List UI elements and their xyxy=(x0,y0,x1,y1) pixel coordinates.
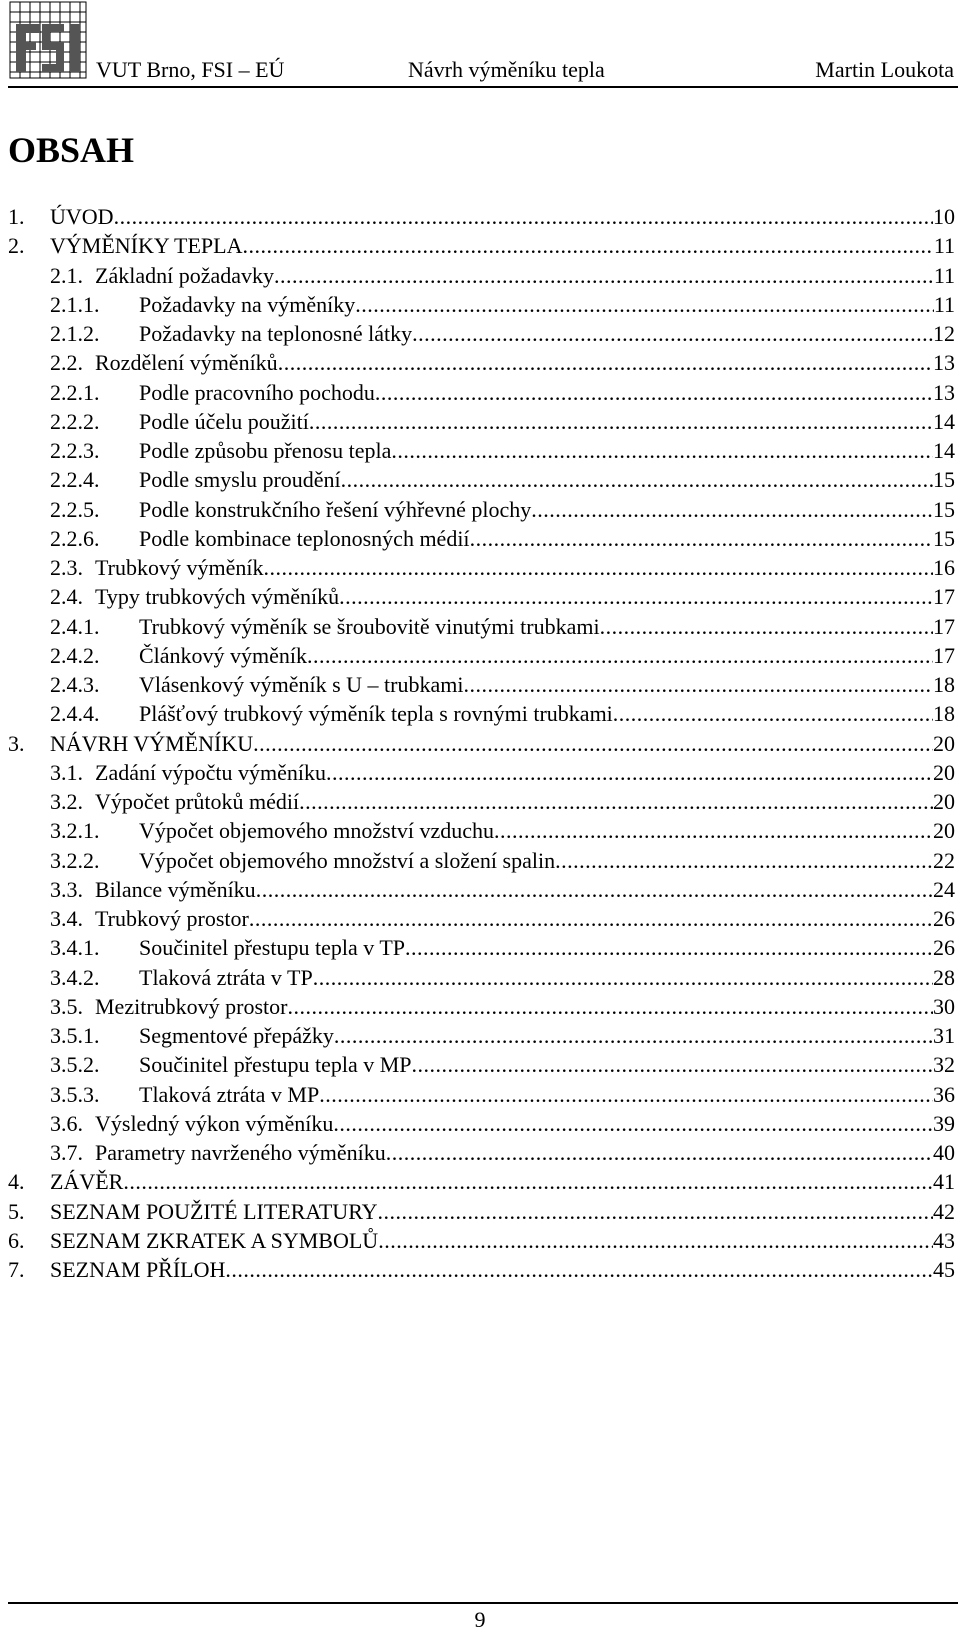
toc-entry-title: Rozdělení výměníků xyxy=(95,350,278,376)
toc-entry-title: Součinitel přestupu tepla v TP xyxy=(139,935,406,961)
toc-dot-leader xyxy=(334,1021,933,1050)
toc-entry[interactable] xyxy=(8,1255,955,1284)
toc-entry-page: 36 xyxy=(933,1081,955,1107)
toc-entry-number: 2.4.3. xyxy=(50,672,100,697)
toc-entry[interactable] xyxy=(8,1050,955,1079)
toc-entry[interactable] xyxy=(8,729,955,758)
toc-entry[interactable] xyxy=(8,875,955,904)
toc-entry-number: 2.4.2. xyxy=(50,642,100,668)
toc-entry[interactable] xyxy=(8,933,955,962)
toc-entry-page: 28 xyxy=(933,964,955,990)
footer-divider xyxy=(8,1602,958,1604)
toc-entry-number: 2.1. xyxy=(50,262,83,288)
toc-dot-leader xyxy=(378,1226,933,1255)
toc-dot-leader xyxy=(123,1167,933,1196)
toc-entry-number: 3.3. xyxy=(50,876,83,902)
toc-entry[interactable] xyxy=(8,699,955,728)
toc-entry[interactable] xyxy=(8,436,955,465)
toc-entry-page: 17 xyxy=(933,584,955,610)
toc-entry-title: Mezitrubkový prostor xyxy=(95,993,288,1019)
toc-entry-number: 3.2.2. xyxy=(50,847,100,873)
toc-entry[interactable] xyxy=(8,904,955,933)
toc-entry[interactable] xyxy=(8,290,955,319)
toc-entry-title: Podle smyslu proudění xyxy=(139,467,341,493)
toc-entry-page: 18 xyxy=(933,672,955,697)
toc-dot-leader xyxy=(307,641,933,670)
page-number: 9 xyxy=(474,1607,486,1632)
toc-entry[interactable] xyxy=(8,1021,955,1050)
toc-entry[interactable] xyxy=(8,612,955,641)
toc-entry-title: ZÁVĚR xyxy=(50,1169,124,1195)
toc-entry-number: 3.1. xyxy=(50,759,83,785)
toc-entry-number: 2.2.5. xyxy=(50,496,100,522)
toc-entry-number: 3.5. xyxy=(50,993,83,1019)
toc-entry[interactable] xyxy=(8,582,955,611)
toc-entry-number: 3.7. xyxy=(50,1140,83,1165)
toc-entry-title: Součinitel přestupu tepla v MP xyxy=(139,1052,412,1078)
toc-entry-page: 41 xyxy=(933,1169,955,1195)
toc-entry[interactable] xyxy=(8,816,955,845)
toc-entry-title: SEZNAM POUŽITÉ LITERATURY xyxy=(50,1198,378,1224)
toc-entry-number: 5. xyxy=(8,1198,25,1224)
toc-entry-number: 2.2.2. xyxy=(50,408,100,434)
toc-entry-number: 3. xyxy=(8,730,25,756)
toc-entry-page: 16 xyxy=(933,555,955,580)
toc-entry-number: 3.2. xyxy=(50,789,83,814)
toc-entry-title: Výpočet objemového množství a složení spalin xyxy=(139,847,556,873)
toc-entry-title: Bilance výměníku xyxy=(95,876,256,902)
toc-entry-title: Požadavky na teplonosné látky xyxy=(139,321,413,346)
toc-dot-leader xyxy=(405,933,933,962)
toc-entry-page: 12 xyxy=(933,321,955,346)
toc-entry-number: 2.3. xyxy=(50,555,83,580)
toc-entry-page: 30 xyxy=(933,993,955,1019)
toc-entry-title: Podle účelu použití xyxy=(139,408,309,434)
toc-entry-title: Parametry navrženého výměníku xyxy=(95,1140,386,1165)
toc-entry-page: 15 xyxy=(933,525,955,551)
toc-entry-number: 2.4.4. xyxy=(50,701,100,727)
page-title: OBSAH xyxy=(8,130,135,170)
toc-entry-page: 26 xyxy=(933,935,955,961)
toc-entry-page: 10 xyxy=(933,204,955,229)
toc-entry[interactable] xyxy=(8,1197,955,1226)
toc-entry-page: 15 xyxy=(933,496,955,522)
toc-entry[interactable] xyxy=(8,553,955,582)
toc-entry-page: 11 xyxy=(933,291,955,317)
toc-entry-title: Tlaková ztráta v MP xyxy=(139,1081,320,1107)
toc-dot-leader xyxy=(249,904,933,933)
toc-dot-leader xyxy=(299,787,933,816)
toc-entry-page: 43 xyxy=(933,1227,955,1253)
toc-entry-page: 14 xyxy=(933,438,955,463)
toc-dot-leader xyxy=(313,963,933,992)
toc-entry[interactable] xyxy=(8,787,955,816)
toc-entry-title: NÁVRH VÝMĚNÍKU xyxy=(50,730,254,756)
toc-entry-page: 42 xyxy=(933,1198,955,1224)
toc-entry-page: 20 xyxy=(933,759,955,785)
toc-entry-page: 20 xyxy=(933,730,955,756)
toc-entry[interactable] xyxy=(8,1226,955,1255)
toc-entry-title: Trubkový prostor xyxy=(95,906,249,931)
toc-dot-leader xyxy=(412,319,933,348)
toc-dot-leader xyxy=(339,582,933,611)
toc-entry-title: Tlaková ztráta v TP xyxy=(139,964,313,990)
toc-dot-leader xyxy=(463,670,933,699)
toc-entry[interactable] xyxy=(8,963,955,992)
toc-dot-leader xyxy=(287,992,933,1021)
toc-entry-page: 20 xyxy=(933,818,955,844)
toc-entry-page: 32 xyxy=(933,1052,955,1078)
toc-dot-leader xyxy=(391,436,933,465)
table-of-contents xyxy=(8,202,955,1284)
toc-entry-number: 1. xyxy=(8,204,25,229)
toc-dot-leader xyxy=(253,729,933,758)
toc-dot-leader xyxy=(355,290,934,319)
toc-entry-page: 45 xyxy=(933,1257,955,1282)
toc-entry-number: 3.5.1. xyxy=(50,1023,100,1048)
toc-dot-leader xyxy=(531,495,933,524)
toc-entry[interactable] xyxy=(8,758,955,787)
toc-entry-title: Zadání výpočtu výměníku xyxy=(95,759,326,785)
toc-entry[interactable] xyxy=(8,524,955,553)
toc-entry[interactable] xyxy=(8,348,955,377)
toc-entry-title: Typy trubkových výměníků xyxy=(95,584,340,610)
header-author: Martin Loukota xyxy=(815,57,954,82)
toc-dot-leader xyxy=(375,378,933,407)
toc-entry[interactable] xyxy=(8,465,955,494)
toc-dot-leader xyxy=(386,1138,933,1167)
toc-entry-number: 4. xyxy=(8,1169,25,1195)
toc-entry[interactable] xyxy=(8,261,955,290)
toc-entry-page: 11 xyxy=(933,262,955,288)
toc-entry-number: 2.2.6. xyxy=(50,525,100,551)
toc-dot-leader xyxy=(333,1109,933,1138)
toc-entry-number: 2.1.2. xyxy=(50,321,100,346)
toc-entry-page: 15 xyxy=(933,467,955,493)
toc-entry[interactable] xyxy=(8,1138,955,1167)
toc-entry-title: Článkový výměník xyxy=(139,642,308,668)
header-institution: VUT Brno, FSI – EÚ xyxy=(96,57,285,82)
toc-entry-title: Výpočet průtoků médií xyxy=(95,789,300,814)
toc-entry-number: 2.4. xyxy=(50,584,83,610)
toc-entry-title: Podle kombinace teplonosných médií xyxy=(139,525,470,551)
toc-entry-page: 17 xyxy=(933,642,955,668)
toc-entry-page: 13 xyxy=(933,379,955,405)
fsi-logo xyxy=(8,0,88,82)
toc-entry[interactable] xyxy=(8,641,955,670)
toc-entry-number: 3.5.2. xyxy=(50,1052,100,1078)
toc-entry-title: Požadavky na výměníky xyxy=(139,291,356,317)
header-divider xyxy=(8,86,958,88)
toc-entry-title: Trubkový výměník xyxy=(95,555,264,580)
toc-entry-number: 3.6. xyxy=(50,1110,83,1136)
toc-entry-page: 26 xyxy=(933,906,955,931)
header-document-title: Návrh výměníku tepla xyxy=(408,57,605,82)
toc-entry-number: 2.2. xyxy=(50,350,83,376)
toc-entry-number: 2.1.1. xyxy=(50,291,100,317)
toc-dot-leader xyxy=(256,875,933,904)
toc-dot-leader xyxy=(243,231,934,260)
toc-entry-page: 24 xyxy=(933,876,955,902)
toc-entry[interactable] xyxy=(8,1109,955,1138)
toc-entry-number: 3.2.1. xyxy=(50,818,100,844)
toc-entry-page: 22 xyxy=(933,847,955,873)
toc-entry-title: Podle pracovního pochodu xyxy=(139,379,375,405)
toc-entry-title: Segmentové přepážky xyxy=(139,1023,334,1048)
toc-entry-page: 13 xyxy=(933,350,955,376)
toc-entry-page: 18 xyxy=(933,701,955,727)
toc-entry-page: 11 xyxy=(933,233,955,259)
toc-entry-title: Podle konstrukčního řešení výhřevné plochy xyxy=(139,496,532,522)
toc-entry[interactable] xyxy=(8,1167,955,1196)
toc-entry-number: 6. xyxy=(8,1227,25,1253)
toc-dot-leader xyxy=(114,202,933,231)
toc-entry-number: 3.4.1. xyxy=(50,935,100,961)
toc-entry-number: 3.5.3. xyxy=(50,1081,100,1107)
toc-entry[interactable] xyxy=(8,319,955,348)
toc-entry-title: Plášťový trubkový výměník tepla s rovnými trubkami xyxy=(139,701,613,727)
page-header xyxy=(8,0,958,88)
toc-dot-leader xyxy=(278,348,933,377)
toc-entry-number: 2. xyxy=(8,233,25,259)
toc-dot-leader xyxy=(263,553,933,582)
toc-dot-leader xyxy=(309,407,933,436)
toc-entry[interactable] xyxy=(8,495,955,524)
toc-entry-title: ÚVOD xyxy=(50,204,114,229)
toc-entry[interactable] xyxy=(8,992,955,1021)
toc-entry-title: Vlásenkový výměník s U – trubkami xyxy=(139,672,464,697)
toc-entry-title: Základní požadavky xyxy=(95,262,274,288)
toc-dot-leader xyxy=(341,465,933,494)
toc-entry-title: Výpočet objemového množství vzduchu xyxy=(139,818,494,844)
toc-entry-number: 3.4.2. xyxy=(50,964,100,990)
toc-entry-title: Výsledný výkon výměníku xyxy=(95,1110,334,1136)
toc-entry-title: Podle způsobu přenosu tepla xyxy=(139,438,392,463)
toc-entry-title: SEZNAM ZKRATEK A SYMBOLŮ xyxy=(50,1227,379,1253)
toc-entry[interactable] xyxy=(8,407,955,436)
toc-entry-page: 17 xyxy=(933,613,955,639)
toc-dot-leader xyxy=(494,816,933,845)
toc-entry-page: 20 xyxy=(933,789,955,814)
toc-dot-leader xyxy=(274,261,934,290)
toc-dot-leader xyxy=(319,1080,933,1109)
toc-entry-number: 2.4.1. xyxy=(50,613,100,639)
toc-entry[interactable] xyxy=(8,378,955,407)
toc-entry-title: SEZNAM PŘÍLOH xyxy=(50,1257,226,1282)
toc-entry-page: 14 xyxy=(933,408,955,434)
toc-entry-page: 39 xyxy=(933,1110,955,1136)
toc-entry[interactable] xyxy=(8,670,955,699)
toc-entry[interactable] xyxy=(8,231,955,260)
toc-dot-leader xyxy=(613,699,933,728)
toc-entry-number: 7. xyxy=(8,1257,25,1282)
toc-entry-number: 2.2.1. xyxy=(50,379,100,405)
toc-entry[interactable] xyxy=(8,202,955,231)
toc-dot-leader xyxy=(378,1197,933,1226)
toc-dot-leader xyxy=(326,758,933,787)
toc-entry-number: 2.2.4. xyxy=(50,467,100,493)
toc-entry[interactable] xyxy=(8,846,955,875)
toc-entry-number: 2.2.3. xyxy=(50,438,100,463)
toc-dot-leader xyxy=(600,612,933,641)
toc-dot-leader xyxy=(470,524,933,553)
toc-entry-page: 40 xyxy=(933,1140,955,1165)
toc-entry[interactable] xyxy=(8,1080,955,1109)
toc-entry-page: 31 xyxy=(933,1023,955,1048)
toc-dot-leader xyxy=(225,1255,933,1284)
toc-dot-leader xyxy=(412,1050,933,1079)
toc-dot-leader xyxy=(555,846,933,875)
toc-entry-title: Trubkový výměník se šroubovitě vinutými trubkami xyxy=(139,613,600,639)
toc-entry-number: 3.4. xyxy=(50,906,83,931)
toc-entry-title: VÝMĚNÍKY TEPLA xyxy=(50,233,243,259)
